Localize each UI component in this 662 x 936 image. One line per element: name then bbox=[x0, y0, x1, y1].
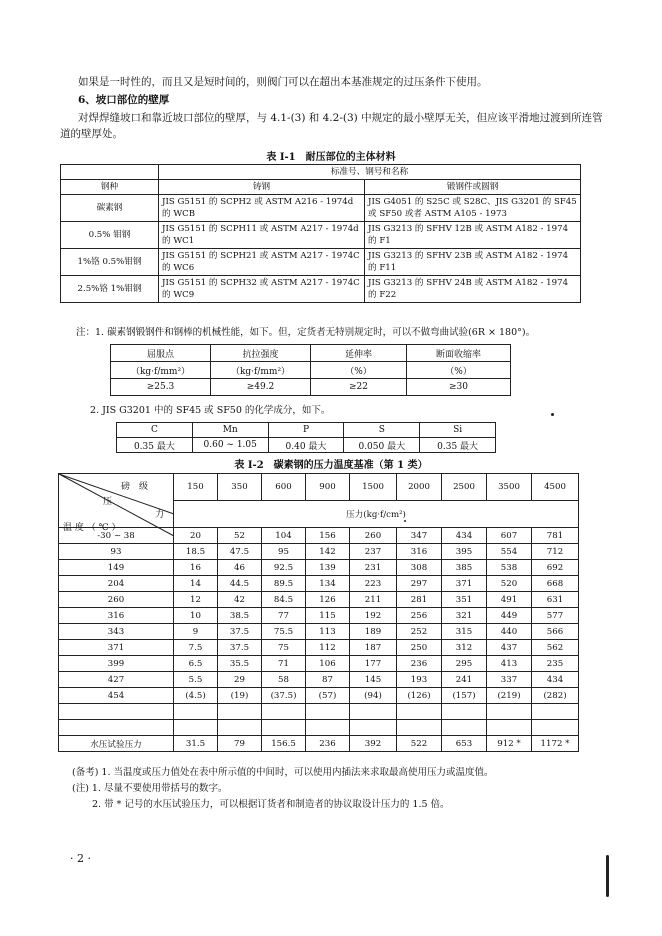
pressure-value: 712 bbox=[532, 544, 579, 560]
table1-forged: JIS G3213 的 SFHV 24B 或 ASTM A182 - 1974 的 F22 bbox=[365, 276, 581, 303]
pressure-value: 562 bbox=[532, 640, 579, 656]
pressure-value: 95 bbox=[262, 544, 306, 560]
class-header: 2500 bbox=[442, 474, 487, 501]
pressure-value: 631 bbox=[532, 592, 579, 608]
class-header: 3500 bbox=[487, 474, 532, 501]
pressure-value: 312 bbox=[442, 640, 487, 656]
pressure-value: 142 bbox=[306, 544, 350, 560]
temperature-cell: 427 bbox=[59, 672, 174, 688]
temperature-cell: 93 bbox=[59, 544, 174, 560]
pressure-value: 145 bbox=[350, 672, 397, 688]
pressure-value: 295 bbox=[442, 656, 487, 672]
table1-header-grade: 钢种 bbox=[61, 180, 159, 195]
mech-unit: （%） bbox=[311, 362, 407, 379]
table4-note2: 2. 带 * 记号的水压试验压力，可以根据订货者和制造者的协议取设计压力的 1.5 倍。 bbox=[92, 799, 450, 810]
pressure-value: (94) bbox=[350, 688, 397, 704]
corner-pressure-label-2: 力 bbox=[155, 510, 165, 520]
pressure-value: 189 bbox=[350, 624, 397, 640]
pressure-value: 89.5 bbox=[262, 576, 306, 592]
pressure-value: 308 bbox=[397, 560, 442, 576]
pressure-value: 75 bbox=[262, 640, 306, 656]
pressure-value: 87 bbox=[306, 672, 350, 688]
pressure-value: 781 bbox=[532, 528, 579, 544]
pressure-value: 44.5 bbox=[218, 576, 262, 592]
chem-value: 0.40 最大 bbox=[268, 438, 344, 453]
pressure-value: 297 bbox=[397, 576, 442, 592]
table-row bbox=[61, 195, 581, 222]
mech-value: ≥49.2 bbox=[211, 379, 311, 396]
temperature-cell: -30 ~ 38 bbox=[59, 528, 174, 544]
class-header: 150 bbox=[174, 474, 218, 501]
table-row bbox=[59, 592, 579, 608]
pressure-value: 223 bbox=[350, 576, 397, 592]
hydro-test-label: 水压试验压力 bbox=[59, 736, 174, 752]
chem-header: C bbox=[117, 423, 193, 438]
paragraph-bevel-thickness: 对焊焊缝坡口和靠近坡口部位的壁厚，与 4.1-(3) 和 4.2-(3) 中规定的最小壁厚无关，但应该平滑地过渡到所连管道的壁厚处。 bbox=[60, 112, 603, 140]
mech-unit: （kg·f/mm²） bbox=[111, 362, 211, 379]
pressure-value: (282) bbox=[532, 688, 579, 704]
pressure-value: 192 bbox=[350, 608, 397, 624]
pressure-value: 37.5 bbox=[218, 624, 262, 640]
hydro-value: 653 bbox=[442, 736, 487, 752]
pressure-value: (157) bbox=[442, 688, 487, 704]
pressure-value: 316 bbox=[397, 544, 442, 560]
pressure-value: 351 bbox=[442, 592, 487, 608]
pressure-value: 71 bbox=[262, 656, 306, 672]
pressure-value: 385 bbox=[442, 560, 487, 576]
table-row bbox=[61, 249, 581, 276]
table1-grade: 0.5% 钼钢 bbox=[61, 222, 159, 249]
chem-value: 0.050 最大 bbox=[344, 438, 420, 453]
pressure-value: 20 bbox=[174, 528, 218, 544]
mech-header-yield: 屈服点 bbox=[111, 345, 211, 362]
pressure-value: 260 bbox=[350, 528, 397, 544]
corner-pressure-label-1: 压 bbox=[103, 497, 113, 507]
pressure-value: 75.5 bbox=[262, 624, 306, 640]
class-header: 900 bbox=[306, 474, 350, 501]
pressure-value: 37.5 bbox=[218, 640, 262, 656]
pressure-value: 126 bbox=[306, 592, 350, 608]
table-row bbox=[59, 656, 579, 672]
table1-grade: 碳素钢 bbox=[61, 195, 159, 222]
chem-header: P bbox=[268, 423, 344, 438]
pressure-value: 58 bbox=[262, 672, 306, 688]
table1-materials bbox=[60, 164, 581, 303]
chem-header: Si bbox=[420, 423, 496, 438]
table1-caption: 表 I-1 耐压部位的主体材料 bbox=[266, 152, 396, 163]
mech-header-tensile: 抗拉强度 bbox=[211, 345, 311, 362]
pressure-value: 449 bbox=[487, 608, 532, 624]
pressure-value: 347 bbox=[397, 528, 442, 544]
table1-cast: JIS G5151 的 SCPH2 或 ASTM A216 - 1974d 的 WCB bbox=[159, 195, 365, 222]
pressure-value: 395 bbox=[442, 544, 487, 560]
class-header: 350 bbox=[218, 474, 262, 501]
hydro-value: 156.5 bbox=[262, 736, 306, 752]
temperature-cell: 371 bbox=[59, 640, 174, 656]
pressure-value: 35.5 bbox=[218, 656, 262, 672]
table1-note1: 注：1. 碳素钢锻钢件和钢棒的机械性能，如下。但，定货者无特别规定时，可以不做弯曲试验(6R × 180°)。 bbox=[76, 327, 536, 338]
temperature-cell: 399 bbox=[59, 656, 174, 672]
pressure-value: 231 bbox=[350, 560, 397, 576]
pressure-unit-label: 压力(kg·f/cm²) bbox=[174, 501, 579, 528]
pressure-value: 237 bbox=[350, 544, 397, 560]
section-heading-bevel-thickness: 6、坡口部位的壁厚 bbox=[78, 94, 170, 106]
pressure-value: 315 bbox=[442, 624, 487, 640]
pressure-value: 577 bbox=[532, 608, 579, 624]
pressure-value: 607 bbox=[487, 528, 532, 544]
pressure-value: (4.5) bbox=[174, 688, 218, 704]
pressure-value: 29 bbox=[218, 672, 262, 688]
table-row bbox=[61, 276, 581, 303]
mech-value: ≥25.3 bbox=[111, 379, 211, 396]
pressure-value: 437 bbox=[487, 640, 532, 656]
pressure-value: 491 bbox=[487, 592, 532, 608]
table1-forged: JIS G3213 的 SFHV 23B 或 ASTM A182 - 1974 的 F11 bbox=[365, 249, 581, 276]
mech-value: ≥22 bbox=[311, 379, 407, 396]
pressure-value: 554 bbox=[487, 544, 532, 560]
chem-header: Mn bbox=[192, 423, 268, 438]
pressure-value: 520 bbox=[487, 576, 532, 592]
pressure-value: 7.5 bbox=[174, 640, 218, 656]
mech-unit: （kg·f/mm²） bbox=[211, 362, 311, 379]
table4-corner-cell bbox=[59, 474, 174, 533]
pressure-value: 371 bbox=[442, 576, 487, 592]
chem-value: 0.60 ~ 1.05 bbox=[192, 438, 268, 453]
pressure-value: 112 bbox=[306, 640, 350, 656]
temperature-cell: 454 bbox=[59, 688, 174, 704]
pressure-value: 92.5 bbox=[262, 560, 306, 576]
pressure-value: 193 bbox=[397, 672, 442, 688]
pressure-value: (19) bbox=[218, 688, 262, 704]
pressure-value: 47.5 bbox=[218, 544, 262, 560]
chem-value: 0.35 最大 bbox=[420, 438, 496, 453]
pressure-value: 52 bbox=[218, 528, 262, 544]
table-row bbox=[59, 560, 579, 576]
hydro-value: 236 bbox=[306, 736, 350, 752]
mech-value: ≥30 bbox=[407, 379, 511, 396]
table4-caption: 表 I-2 碳素钢的压力温度基准（第 1 类） bbox=[234, 460, 428, 471]
pressure-value: 6.5 bbox=[174, 656, 218, 672]
pressure-value: 668 bbox=[532, 576, 579, 592]
paragraph-overpressure: 如果是一时性的，而且又是短时间的，则阀门可以在超出本基准规定的过压条件下使用。 bbox=[78, 76, 488, 88]
temperature-cell: 204 bbox=[59, 576, 174, 592]
pressure-value: 5.5 bbox=[174, 672, 218, 688]
table1-forged: JIS G4051 的 S25C 或 S28C、JIS G3201 的 SF45 或 SF50 或者 ASTM A105 - 1973 bbox=[365, 195, 581, 222]
pressure-value: 9 bbox=[174, 624, 218, 640]
pressure-value: 46 bbox=[218, 560, 262, 576]
table-row bbox=[61, 222, 581, 249]
scan-dot bbox=[551, 413, 554, 416]
table1-cast: JIS G5151 的 SCPH11 或 ASTM A217 - 1974d 的 WC1 bbox=[159, 222, 365, 249]
table1-cast: JIS G5151 的 SCPH21 或 ASTM A217 - 1974C 的 WC6 bbox=[159, 249, 365, 276]
table-row bbox=[59, 576, 579, 592]
pressure-value: 139 bbox=[306, 560, 350, 576]
temperature-cell: 149 bbox=[59, 560, 174, 576]
pressure-value: 12 bbox=[174, 592, 218, 608]
pressure-value: 38.5 bbox=[218, 608, 262, 624]
hydro-value: 522 bbox=[397, 736, 442, 752]
table2-note2: 2. JIS G3201 中的 SF45 或 SF50 的化学成分，如下。 bbox=[90, 405, 331, 416]
table4-note1: (注) 1. 尽量不要使用带括号的数字。 bbox=[72, 783, 228, 794]
pressure-value: 16 bbox=[174, 560, 218, 576]
pressure-value: 434 bbox=[532, 672, 579, 688]
mech-header-elongation: 延伸率 bbox=[311, 345, 407, 362]
class-header: 4500 bbox=[532, 474, 579, 501]
pressure-value: 10 bbox=[174, 608, 218, 624]
pressure-value: 321 bbox=[442, 608, 487, 624]
pressure-value: 134 bbox=[306, 576, 350, 592]
pressure-value: 337 bbox=[487, 672, 532, 688]
table1-grade: 2.5%铬 1%钼钢 bbox=[61, 276, 159, 303]
pressure-value: 692 bbox=[532, 560, 579, 576]
pressure-value: (37.5) bbox=[262, 688, 306, 704]
class-header: 600 bbox=[262, 474, 306, 501]
pressure-value: (57) bbox=[306, 688, 350, 704]
class-header: 1500 bbox=[350, 474, 397, 501]
scan-dot bbox=[404, 520, 406, 522]
pressure-value: 413 bbox=[487, 656, 532, 672]
hydro-value: 31.5 bbox=[174, 736, 218, 752]
hydro-test-row bbox=[59, 736, 579, 752]
temperature-cell: 316 bbox=[59, 608, 174, 624]
temperature-cell: 343 bbox=[59, 624, 174, 640]
pressure-value: 281 bbox=[397, 592, 442, 608]
pressure-value: 241 bbox=[442, 672, 487, 688]
pressure-value: 104 bbox=[262, 528, 306, 544]
page-number: · 2 · bbox=[70, 852, 91, 865]
table-row bbox=[59, 688, 579, 704]
table1-header-cast: 铸钢 bbox=[159, 180, 365, 195]
table-row bbox=[59, 544, 579, 560]
corner-temperature-label: 温 度 （ ℃ ） bbox=[63, 523, 121, 533]
chem-header: S bbox=[344, 423, 420, 438]
pressure-value: 235 bbox=[532, 656, 579, 672]
mech-unit: （%） bbox=[407, 362, 511, 379]
table-row bbox=[59, 608, 579, 624]
corner-class-label: 磅 级 bbox=[121, 482, 149, 492]
table-row bbox=[59, 672, 579, 688]
pressure-value: 156 bbox=[306, 528, 350, 544]
pressure-value: 236 bbox=[397, 656, 442, 672]
pressure-value: 106 bbox=[306, 656, 350, 672]
pressure-value: 115 bbox=[306, 608, 350, 624]
pressure-value: 434 bbox=[442, 528, 487, 544]
pressure-value: 14 bbox=[174, 576, 218, 592]
pressure-value: 84.5 bbox=[262, 592, 306, 608]
chem-value: 0.35 最大 bbox=[117, 438, 193, 453]
pressure-value: 252 bbox=[397, 624, 442, 640]
table-chemical-composition bbox=[116, 422, 496, 453]
table1-forged: JIS G3213 的 SFHV 12B 或 ASTM A182 - 1974 的 F1 bbox=[365, 222, 581, 249]
pressure-value: 538 bbox=[487, 560, 532, 576]
hydro-value: 79 bbox=[218, 736, 262, 752]
scan-mark bbox=[606, 855, 609, 897]
table1-grade: 1%铬 0.5%钼钢 bbox=[61, 249, 159, 276]
table1-header-forged: 锻钢件或圆钢 bbox=[365, 180, 581, 195]
pressure-value: (126) bbox=[397, 688, 442, 704]
pressure-value: 187 bbox=[350, 640, 397, 656]
pressure-value: 113 bbox=[306, 624, 350, 640]
pressure-value: 440 bbox=[487, 624, 532, 640]
hydro-value: 392 bbox=[350, 736, 397, 752]
table1-cast: JIS G5151 的 SCPH32 或 ASTM A217 - 1974C 的 WC9 bbox=[159, 276, 365, 303]
table4-remark: (备考) 1. 当温度或压力值处在表中所示值的中间时，可以使用内插法来求取最高使用压力或温度值。 bbox=[72, 767, 494, 778]
mech-header-reduction: 断面收缩率 bbox=[407, 345, 511, 362]
pressure-value: 77 bbox=[262, 608, 306, 624]
hydro-value: 1172 * bbox=[532, 736, 579, 752]
table-row bbox=[59, 624, 579, 640]
pressure-value: 18.5 bbox=[174, 544, 218, 560]
table-pressure-temperature bbox=[58, 473, 579, 752]
class-header: 2000 bbox=[397, 474, 442, 501]
pressure-value: 250 bbox=[397, 640, 442, 656]
pressure-value: (219) bbox=[487, 688, 532, 704]
table-row bbox=[59, 640, 579, 656]
pressure-value: 566 bbox=[532, 624, 579, 640]
pressure-value: 256 bbox=[397, 608, 442, 624]
pressure-value: 177 bbox=[350, 656, 397, 672]
pressure-value: 42 bbox=[218, 592, 262, 608]
table-mechanical-properties bbox=[110, 344, 511, 396]
table1-group-header: 标准号、钢号和名称 bbox=[159, 165, 581, 180]
pressure-value: 211 bbox=[350, 592, 397, 608]
temperature-cell: 260 bbox=[59, 592, 174, 608]
hydro-value: 912 * bbox=[487, 736, 532, 752]
